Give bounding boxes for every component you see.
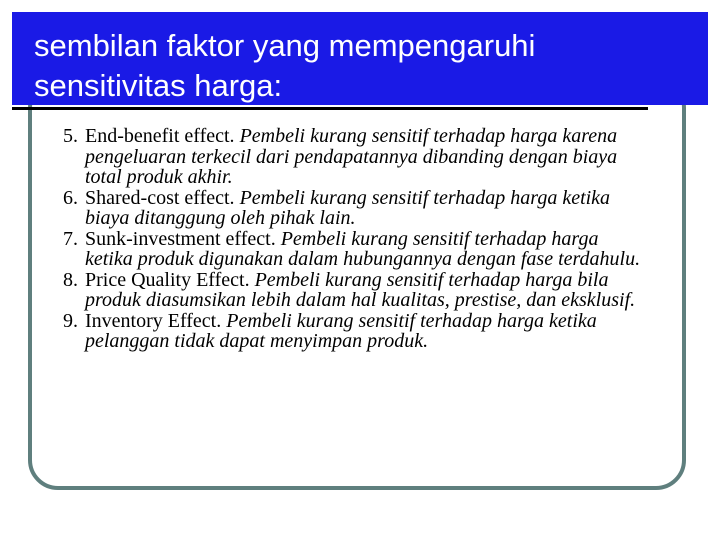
factor-lead: Inventory Effect. [85, 309, 227, 332]
factor-item-9 [48, 311, 648, 352]
factor-number: 7. [63, 227, 78, 250]
factor-lead: Shared-cost effect. [85, 186, 240, 209]
factor-list [48, 126, 648, 352]
factor-number: 5. [63, 125, 78, 147]
factor-lead: End-benefit effect. [85, 125, 240, 147]
factor-description: Pembeli kurang sensitif terhadap harga karena pengeluaran terkecil dari pendapatannya dibanding dengan biaya total produk akhir. [85, 125, 618, 188]
factor-item-7 [48, 229, 648, 270]
title-underline [12, 107, 648, 110]
factor-description: Pembeli kurang sensitif terhadap harga ketika biaya ditanggung oleh pihak lain. [85, 186, 611, 229]
factor-number: 8. [63, 268, 78, 291]
factor-item-5 [48, 126, 648, 188]
factor-lead: Price Quality Effect. [85, 268, 255, 291]
slide-title-line-1: sembilan faktor yang mempengaruhi [34, 28, 536, 63]
factor-description: Pembeli kurang sensitif terhadap harga ketika produk digunakan dalam hubungannya dengan fase terdahulu. [85, 227, 641, 270]
title-bar [12, 12, 708, 105]
factor-description: Pembeli kurang sensitif terhadap harga bila produk diasumsikan lebih dalam hal kualitas, prestise, dan eksklusif. [85, 268, 636, 311]
slide-title-line-2: sensitivitas harga: [34, 68, 283, 103]
factor-number: 9. [63, 309, 78, 332]
factor-description: Pembeli kurang sensitif terhadap harga ketika pelanggan tidak dapat menyimpan produk. [85, 309, 597, 352]
factor-number: 6. [63, 186, 78, 209]
factor-lead: Sunk-investment effect. [85, 227, 281, 250]
factor-item-6 [48, 188, 648, 229]
factor-item-8 [48, 270, 648, 311]
